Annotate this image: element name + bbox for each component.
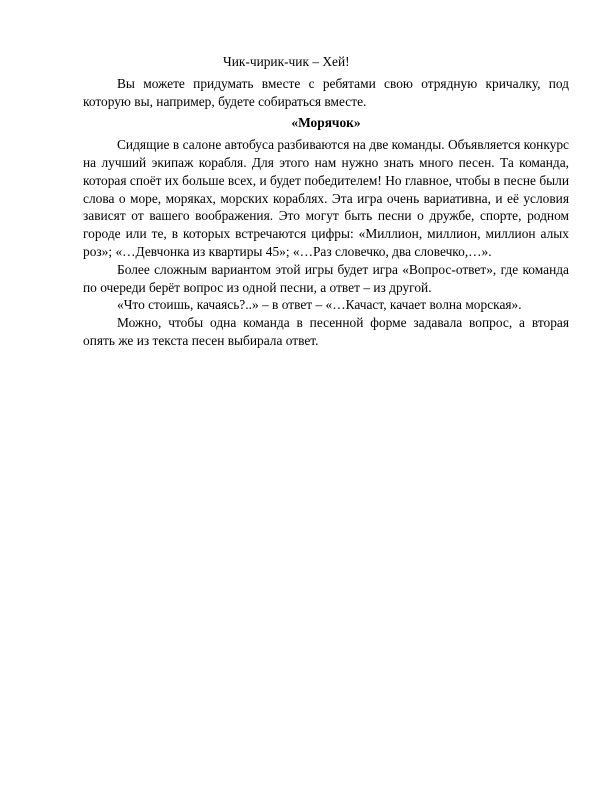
intro-paragraph: Вы можете придумать вместе с ребятами свою отрядную кричалку, под которую вы, например, будете собираться вместе. <box>83 75 569 109</box>
chant-line: Чик-чирик-чик – Хей! <box>223 54 350 69</box>
body-paragraph-3: «Что стоишь, качаясь?..» – в ответ – «…Качаст, качает волна морская». <box>117 297 522 313</box>
body-paragraph-1: Сидящие в салоне автобуса разбиваются на две команды. Объявляется конкурс на лучший экипаж корабля. Для этого нам нужно знать много песен. Та команда, которая споёт их больше всех, и будет победителем! Но главное, чтобы в песне были слова о море, моряках, морских кораблях. Эта игра очень вариативна, и её условия зависят от вашего воображения. Это могут быть песни о дружбе, спорте, родном городе или те, в которых встречаются цифры: «Миллион, миллион, миллион алых роз»; «…Девчонка из квартиры 45»; «…Раз словечко, два словечко,…». <box>83 137 569 259</box>
body-paragraph-2: Более сложным вариантом этой игры будет игра «Вопрос-ответ», где команда по очереди берёт вопрос из одной песни, а ответ – из другой. <box>83 261 569 295</box>
body-paragraph-4: Можно, чтобы одна команда в песенной форме задавала вопрос, а вторая опять же из текста песен выбирала ответ. <box>83 315 569 348</box>
section-title: «Морячок» <box>291 115 361 131</box>
document-page <box>83 53 569 350</box>
